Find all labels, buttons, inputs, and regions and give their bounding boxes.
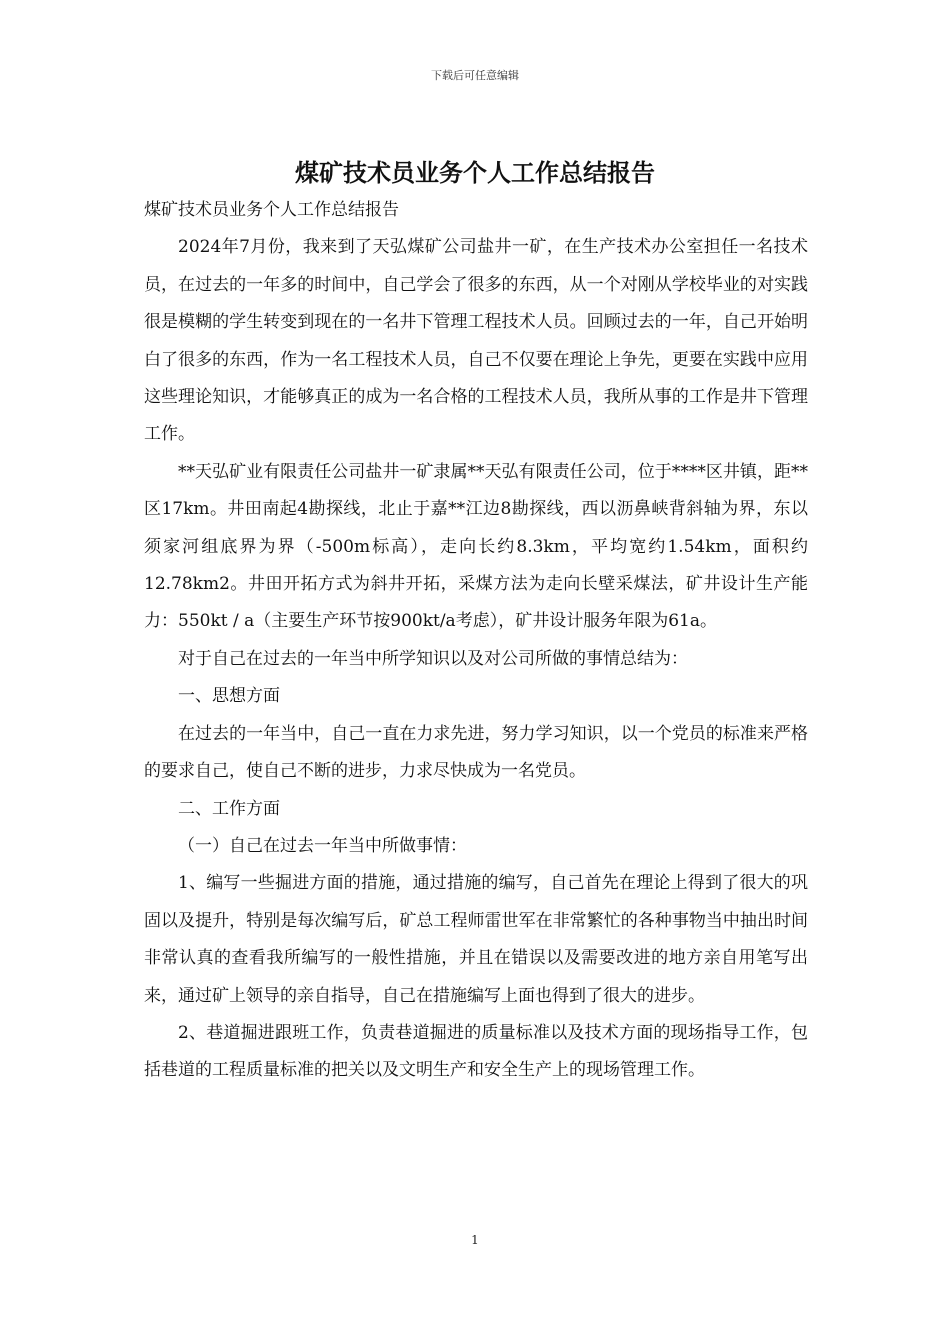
body-paragraph: 1、编写一些掘进方面的措施，通过措施的编写，自己首先在理论上得到了很大的巩固以及提升，特别是每次编写后，矿总工程师雷世军在非常繁忙的各种事物当中抽出时间非常认真的查看我所编写的一般性措施，并且在错误以及需要改进的地方亲自用笔写出来，通过矿上领导的亲自指导，自己在措施编写上面也得到了很大的进步。: [144, 873, 808, 1006]
section-heading: 二、工作方面: [178, 798, 280, 819]
body-paragraph: 2、巷道掘进跟班工作，负责巷道掘进的质量标准以及技术方面的现场指导工作，包括巷道的工程质量标准的把关以及文明生产和安全生产上的现场管理工作。: [144, 1022, 808, 1081]
body-paragraph: **天弘矿业有限责任公司盐井一矿隶属**天弘有限责任公司，位于****区井镇，距**区17km。井田南起4勘探线，北止于嘉**江边8勘探线，西以沥鼻峡背斜轴为界，东以须家河组底界为界（-500m标高），走向长约8.3km，平均宽约1.54km，面积约12.78km2。井田开拓方式为斜井开拓，采煤方法为走向长壁采煤法，矿井设计生产能力：550kt / a（主要生产环节按900kt/a考虑），矿井设计服务年限为61a。: [144, 461, 808, 632]
page-number: 1: [471, 1233, 479, 1247]
body-paragraph: 在过去的一年当中，自己一直在力求先进，努力学习知识，以一个党员的标准来严格的要求自己，使自己不断的进步，力求尽快成为一名党员。: [144, 723, 808, 782]
subtitle-paragraph: 煤矿技术员业务个人工作总结报告: [144, 200, 399, 220]
subsection-heading: （一）自己在过去一年当中所做事情：: [178, 835, 467, 856]
body-paragraph: 对于自己在过去的一年当中所学知识以及对公司所做的事情总结为：: [178, 648, 688, 669]
document-title: 煤矿技术员业务个人工作总结报告: [295, 158, 655, 187]
section-heading: 一、思想方面: [178, 686, 280, 707]
body-paragraph: 2024年7月份，我来到了天弘煤矿公司盐井一矿，在生产技术办公室担任一名技术员，在过去的一年多的时间中，自己学会了很多的东西，从一个对刚从学校毕业的对实践很是模糊的学生转变到现在的一名井下管理工程技术人员。回顾过去的一年，自己开始明白了很多的东西，作为一名工程技术人员，自己不仅要在理论上争先，更要在实践中应用这些理论知识，才能够真正的成为一名合格的工程技术人员，我所从事的工作是井下管理工作。: [144, 237, 808, 445]
document-body: [144, 192, 808, 1090]
header-note: 下载后可任意编辑: [431, 69, 519, 82]
